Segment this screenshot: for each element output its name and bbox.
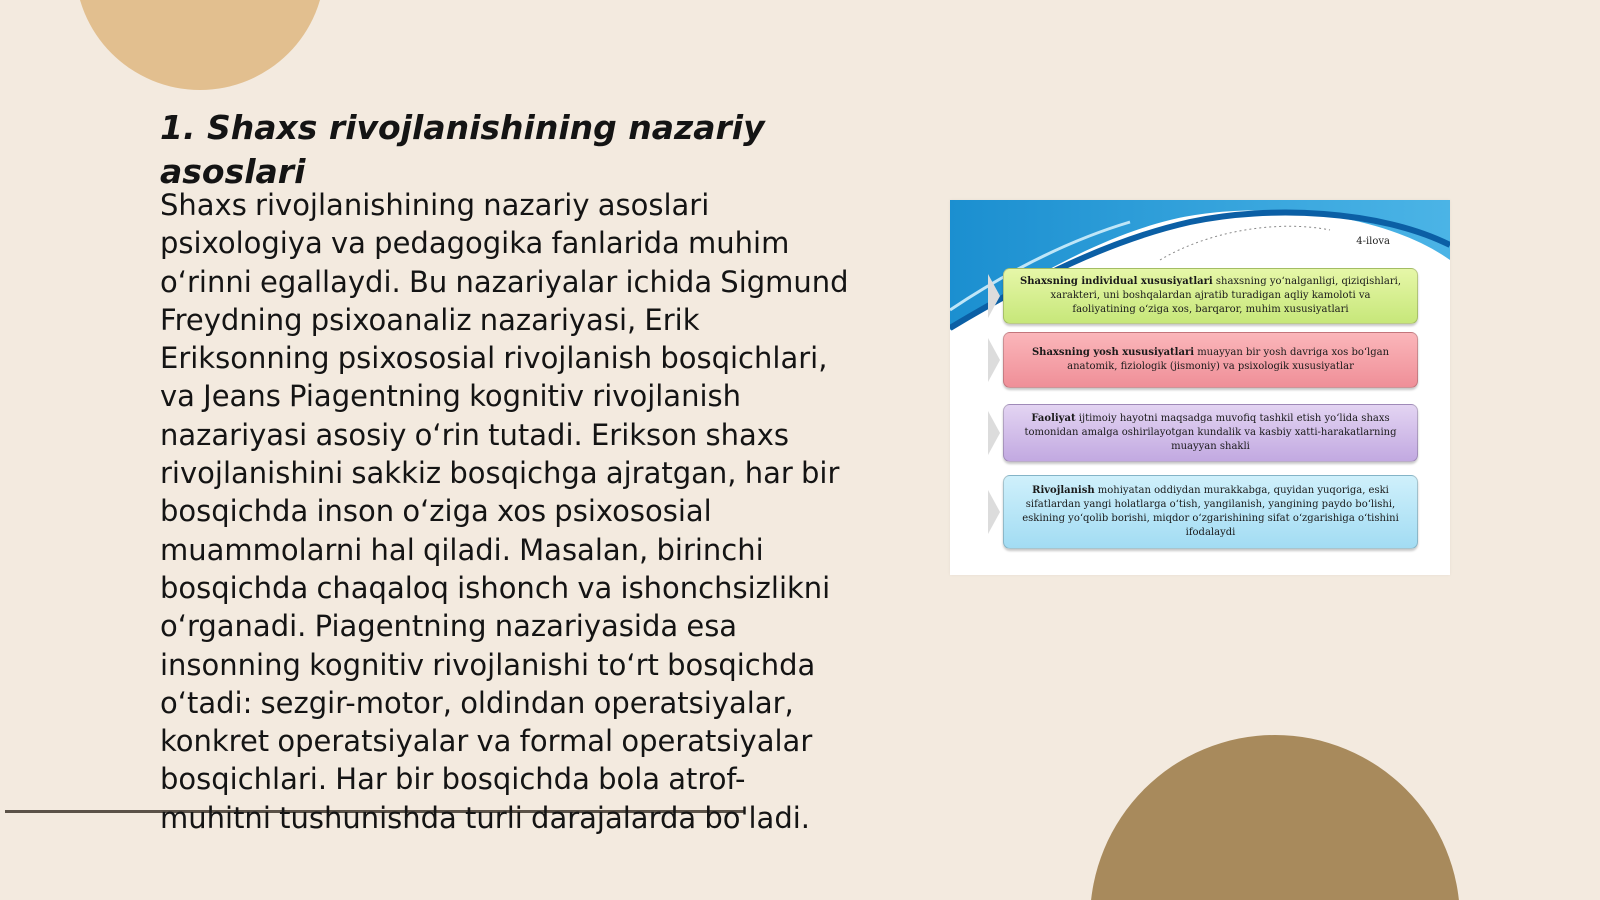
definition-box-development bbox=[1003, 475, 1418, 549]
definition-text: shaxsning yo‘nalganligi, qiziqishlari, xarakteri, uni boshqalardan ajratib turadigan aqliy kamoloti va faoliyatining o‘ziga xos, barqaror, muhim xususiyatlari bbox=[1050, 276, 1401, 315]
arrow-marker-1 bbox=[988, 274, 1000, 318]
definition-term: Shaxsning yosh xususiyatlari bbox=[1031, 347, 1195, 358]
definition-term: Shaxsning individual xususiyatlari bbox=[1020, 276, 1213, 287]
decorative-circle-top bbox=[75, 0, 325, 90]
slide-title: 1. Shaxs rivojlanishining nazariy asoslari bbox=[160, 108, 765, 191]
arrow-marker-2 bbox=[988, 338, 1000, 382]
definition-box-age bbox=[1003, 332, 1418, 388]
definition-text: ijtimoiy hayotni maqsadga muvofiq tashkil etish yo‘lida shaxs tomonidan amalga oshirilayotgan kundalik va kasbiy xatti-harakatlarning muayyan shakli bbox=[1024, 413, 1397, 452]
decorative-circle-bottom bbox=[1090, 735, 1460, 900]
arrow-marker-3 bbox=[988, 411, 1000, 455]
definition-box-individual bbox=[1003, 268, 1418, 324]
slide-body-text: Shaxs rivojlanishining nazariy asoslari psixologiya va pedagogika fanlarida muhim o‘rinni egallaydi. Bu nazariyalar ichida Sigmund Freydning psixoanaliz nazariyasi, Erik Eriksonning psixososial rivojlanish bosqichlari, va Jeans Piagentning kognitiv rivojlanish nazariyasi asosiy o‘rin tutadi. Erikson shaxs rivojlanishini sakkiz bosqichga ajratgan, har bir bosqichda inson o‘ziga xos psixososial muammolarni hal qiladi. Masalan, birinchi bosqichda chaqaloq ishonch va ishonchsizlikni o‘rganadi. Piagentning nazariyasida esa insonning kognitiv rivojlanishi to‘rt bosqichda o‘tadi: sezgir-motor, oldindan operatsiyalar, konkret operatsiyalar va formal operatsiyalar bosqichlari. Har bir bosqichda bola atrof-muhitni tushunishda turli darajalarda bo'ladi. bbox=[160, 188, 849, 835]
arrow-marker-4 bbox=[988, 490, 1000, 534]
figure-label: 4-ilova bbox=[1356, 236, 1390, 247]
definition-text: mohiyatan oddiydan murakkabga, quyidan yuqoriga, eski sifatlardan yangi holatlarga o‘tish, yangilanish, yangining paydo bo‘lishi, eskining yo‘qolib borishi, miqdor o‘zgarishining sifat o‘zgarishiga o‘tishini ifodalaydi bbox=[1022, 485, 1399, 538]
definition-term: Faoliyat bbox=[1031, 413, 1076, 424]
definition-text: muayyan bir yosh davriga xos bo‘lgan anatomik, fiziologik (jismoniy) va psixologik xususiyatlar bbox=[1067, 347, 1390, 372]
concept-diagram-image bbox=[950, 200, 1450, 575]
definition-term: Rivojlanish bbox=[1032, 485, 1095, 496]
definition-box-activity bbox=[1003, 404, 1418, 462]
